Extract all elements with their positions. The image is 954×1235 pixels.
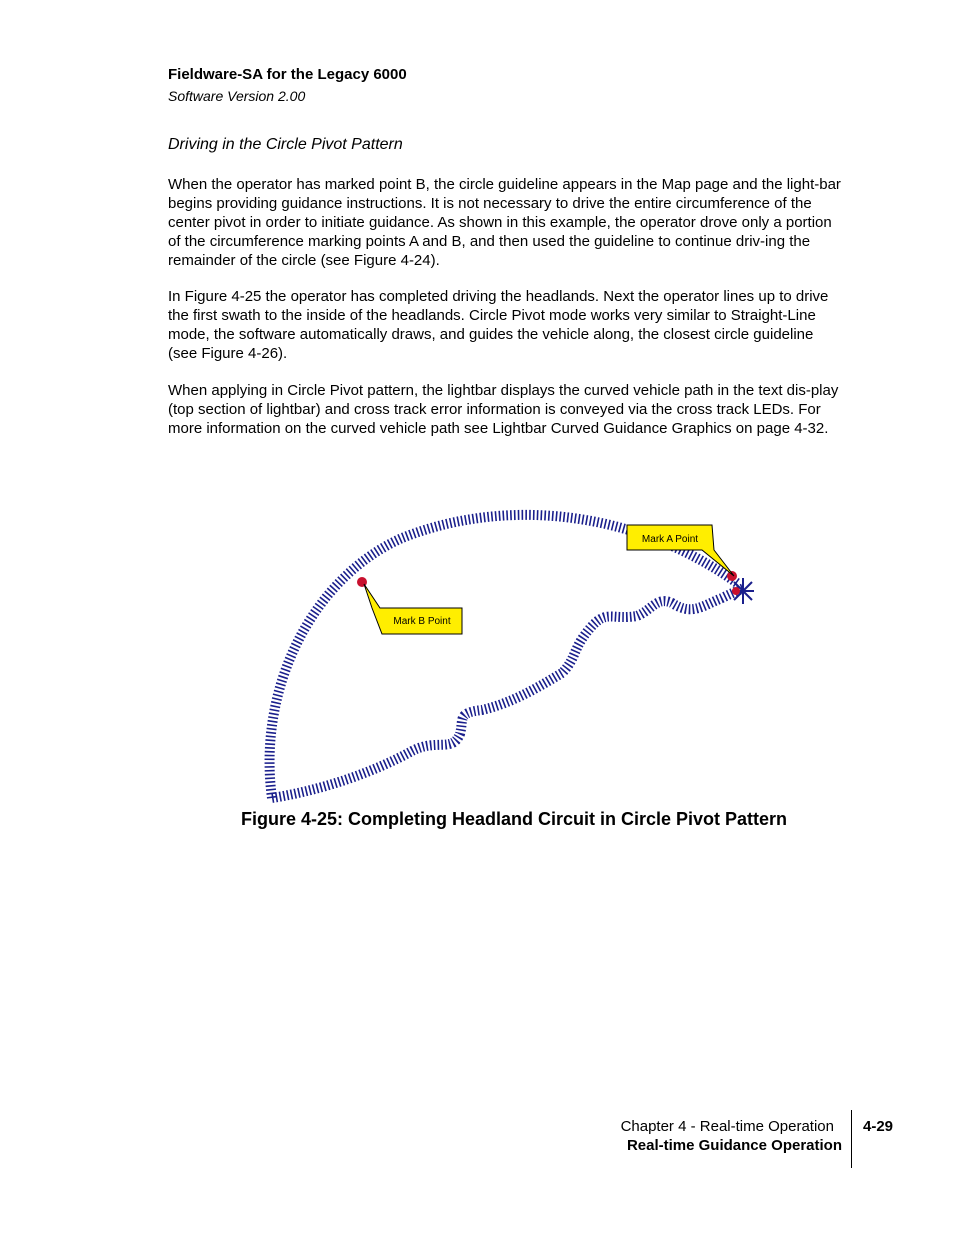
paragraph-3: When applying in Circle Pivot pattern, the lightbar displays the curved vehicle path in the text dis-play (top section of lightbar) and cross track error information is conveyed via the cross track LEDs. For more information on the curved vehicle path see Lightbar Curved Guidance Graphics on page 4-32.	[168, 382, 839, 437]
footer-chapter: Chapter 4 - Real-time Operation	[620, 1118, 834, 1135]
callout-mark-b	[364, 584, 462, 634]
paragraph-1: When the operator has marked point B, the circle guideline appears in the Map page and the light-bar begins providing guidance instructions. It is not necessary to drive the entire circumference of the center pivot in order to initiate guidance. As shown in this example, the operator drove only a portion of the circumference marking points A and B, and then used the guideline to continue driv-ing the remainder of the circle (see Figure 4-24).	[168, 176, 841, 269]
document-title: Fieldware-SA for the Legacy 6000	[168, 66, 407, 83]
software-version: Software Version 2.00	[168, 88, 306, 104]
callout-mark-a-label: Mark A Point	[641, 534, 699, 545]
footer-divider	[851, 1110, 852, 1168]
callout-mark-b-label: Mark B Point	[393, 616, 451, 627]
section-heading: Driving in the Circle Pivot Pattern	[168, 136, 403, 153]
mark-a-marker-2	[732, 587, 740, 595]
figure-caption: Figure 4-25: Completing Headland Circuit in Circle Pivot Pattern	[240, 809, 788, 829]
figure-canvas	[252, 498, 762, 803]
headland-path	[272, 588, 744, 798]
paragraph-2: In Figure 4-25 the operator has completed driving the headlands. Next the operator lines up to drive the first swath to the inside of the headlands. Circle Pivot mode works very similar to Straight-Line mode, the software automatically draws, and guides the vehicle along, the closest circle guideline (see Figure 4-26).	[168, 288, 829, 362]
circle-guideline	[270, 515, 737, 798]
footer-section: Real-time Guidance Operation	[626, 1137, 842, 1154]
headland-circuit-figure	[252, 498, 762, 803]
mark-a-marker	[727, 571, 737, 581]
page-number: 4-29	[863, 1118, 894, 1135]
